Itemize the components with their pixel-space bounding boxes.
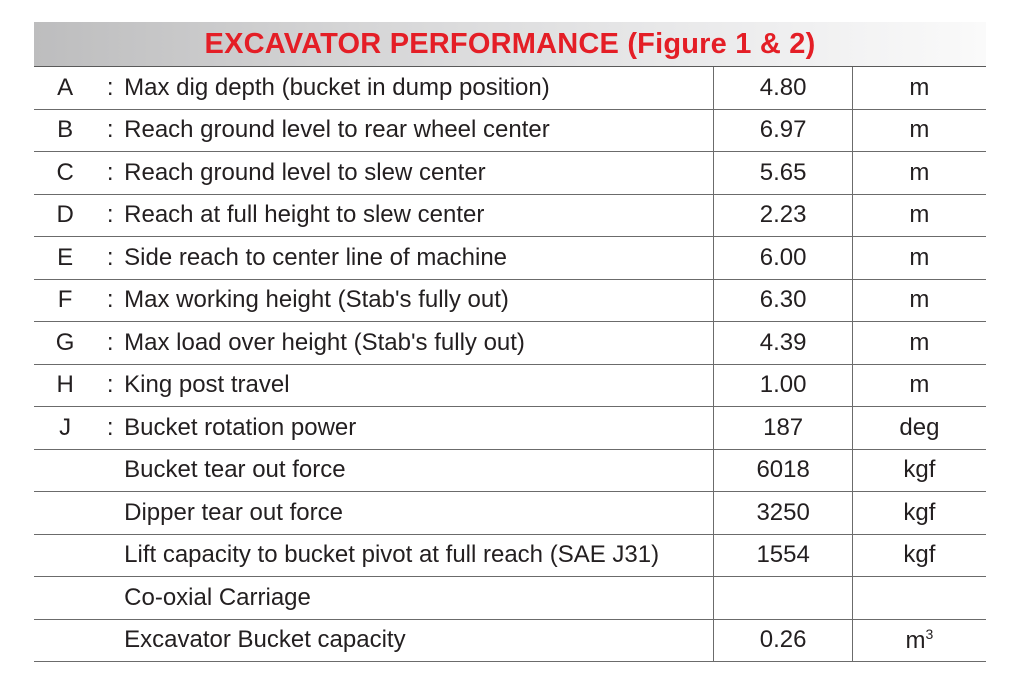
row-separator: : — [96, 364, 124, 407]
row-unit — [852, 619, 986, 662]
spec-table — [34, 67, 986, 662]
row-unit: m — [852, 152, 986, 195]
table-row — [34, 279, 986, 322]
row-description: Lift capacity to bucket pivot at full reach (SAE J31) — [124, 534, 714, 577]
row-value: 4.80 — [714, 67, 852, 109]
table-row — [34, 322, 986, 365]
row-letter: C — [34, 152, 96, 195]
row-value — [714, 577, 852, 620]
row-separator: : — [96, 152, 124, 195]
row-value: 1554 — [714, 534, 852, 577]
row-separator: : — [96, 322, 124, 365]
title-bar — [34, 22, 986, 67]
row-unit: kgf — [852, 492, 986, 535]
row-value: 3250 — [714, 492, 852, 535]
row-value: 4.39 — [714, 322, 852, 365]
row-unit — [852, 577, 986, 620]
table-row — [34, 67, 986, 109]
row-letter — [34, 492, 96, 535]
row-letter: H — [34, 364, 96, 407]
row-separator: : — [96, 67, 124, 109]
spec-table-body — [34, 67, 986, 662]
table-row — [34, 492, 986, 535]
row-description: Dipper tear out force — [124, 492, 714, 535]
row-letter: G — [34, 322, 96, 365]
excavator-performance-spec-block — [34, 22, 986, 662]
row-separator — [96, 492, 124, 535]
row-value: 2.23 — [714, 194, 852, 237]
row-description: Co-oxial Carriage — [124, 577, 714, 620]
row-description: Reach at full height to slew center — [124, 194, 714, 237]
table-row — [34, 194, 986, 237]
row-separator — [96, 449, 124, 492]
row-unit: m — [852, 237, 986, 280]
row-separator: : — [96, 237, 124, 280]
row-letter: A — [34, 67, 96, 109]
row-description: Reach ground level to slew center — [124, 152, 714, 195]
table-row — [34, 109, 986, 152]
table-row — [34, 364, 986, 407]
row-letter — [34, 619, 96, 662]
row-letter: J — [34, 407, 96, 450]
row-description: Reach ground level to rear wheel center — [124, 109, 714, 152]
row-value: 6.00 — [714, 237, 852, 280]
row-unit: m — [852, 364, 986, 407]
row-description: Side reach to center line of machine — [124, 237, 714, 280]
row-value: 5.65 — [714, 152, 852, 195]
row-separator: : — [96, 407, 124, 450]
row-value: 187 — [714, 407, 852, 450]
row-unit: m — [852, 67, 986, 109]
table-row — [34, 534, 986, 577]
row-value: 6.97 — [714, 109, 852, 152]
row-description: Max working height (Stab's fully out) — [124, 279, 714, 322]
table-row — [34, 619, 986, 662]
row-unit: m — [852, 109, 986, 152]
unit-superscript: 3 — [925, 625, 934, 642]
row-description: Excavator Bucket capacity — [124, 619, 714, 662]
row-separator: : — [96, 194, 124, 237]
row-letter: B — [34, 109, 96, 152]
page-title: EXCAVATOR PERFORMANCE (Figure 1 & 2) — [204, 27, 816, 60]
row-unit: m — [852, 279, 986, 322]
row-unit: kgf — [852, 534, 986, 577]
row-description: Bucket rotation power — [124, 407, 714, 450]
table-row — [34, 449, 986, 492]
unit-base: m — [905, 626, 926, 654]
row-value: 0.26 — [714, 619, 852, 662]
row-separator — [96, 619, 124, 662]
row-description: Max dig depth (bucket in dump position) — [124, 67, 714, 109]
row-separator — [96, 577, 124, 620]
row-value: 6018 — [714, 449, 852, 492]
row-letter: F — [34, 279, 96, 322]
row-letter — [34, 449, 96, 492]
row-letter: E — [34, 237, 96, 280]
row-value: 1.00 — [714, 364, 852, 407]
row-letter: D — [34, 194, 96, 237]
table-row — [34, 407, 986, 450]
table-row — [34, 577, 986, 620]
row-description: Bucket tear out force — [124, 449, 714, 492]
row-description: King post travel — [124, 364, 714, 407]
row-separator: : — [96, 109, 124, 152]
row-separator — [96, 534, 124, 577]
row-letter — [34, 577, 96, 620]
row-separator: : — [96, 279, 124, 322]
row-unit: kgf — [852, 449, 986, 492]
row-unit: m — [852, 194, 986, 237]
row-value: 6.30 — [714, 279, 852, 322]
row-unit: deg — [852, 407, 986, 450]
row-unit: m — [852, 322, 986, 365]
table-row — [34, 237, 986, 280]
table-row — [34, 152, 986, 195]
row-letter — [34, 534, 96, 577]
row-description: Max load over height (Stab's fully out) — [124, 322, 714, 365]
